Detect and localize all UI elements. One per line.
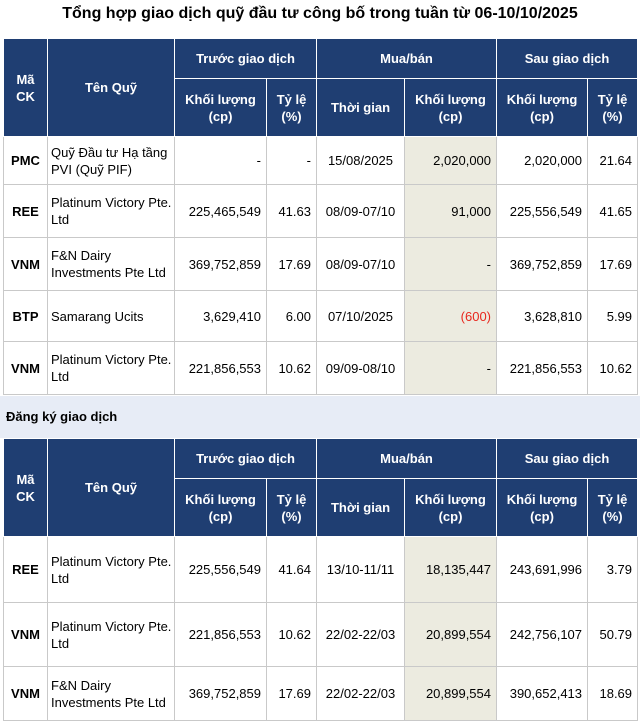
page-title: Tổng hợp giao dịch quỹ đầu tư công bố trong tuần từ 06-10/10/2025 [62, 5, 578, 22]
before-percent: 41.63 [267, 185, 317, 238]
trade-time: 08/09-07/10 [317, 185, 405, 238]
header-khoi-luong: Khối lượng (cp) [497, 479, 588, 537]
table-row [4, 342, 638, 395]
after-percent: 10.62 [588, 342, 638, 395]
after-volume: 221,856,553 [497, 342, 588, 395]
after-percent: 3.79 [588, 537, 638, 603]
trade-time: 13/10-11/11 [317, 537, 405, 603]
header-truoc-giao-dich: Trước giao dịch [175, 439, 317, 479]
trade-volume: 91,000 [405, 185, 497, 238]
fund-code: VNM [4, 667, 48, 721]
announced-trades-table [3, 38, 638, 395]
after-percent: 17.69 [588, 238, 638, 291]
header-khoi-luong: Khối lượng (cp) [175, 79, 267, 137]
after-volume: 369,752,859 [497, 238, 588, 291]
after-percent: 50.79 [588, 603, 638, 667]
table-row [4, 291, 638, 342]
table-row [4, 238, 638, 291]
trade-volume: - [405, 238, 497, 291]
registered-trades-table [3, 438, 638, 721]
before-percent: 17.69 [267, 238, 317, 291]
table-row [4, 185, 638, 238]
fund-name: Platinum Victory Pte. Ltd [48, 342, 175, 395]
table-row [4, 537, 638, 603]
after-percent: 41.65 [588, 185, 638, 238]
fund-code: PMC [4, 137, 48, 185]
header-mua-ban: Mua/bán [317, 39, 497, 79]
after-volume: 242,756,107 [497, 603, 588, 667]
before-volume: 225,465,549 [175, 185, 267, 238]
trade-volume: 20,899,554 [405, 667, 497, 721]
trade-volume: 2,020,000 [405, 137, 497, 185]
section-title: Đăng ký giao dịch [0, 396, 640, 438]
after-volume: 243,691,996 [497, 537, 588, 603]
trade-volume: (600) [405, 291, 497, 342]
header-ma-ck: Mã CK [4, 439, 48, 537]
trade-time: 08/09-07/10 [317, 238, 405, 291]
table-row [4, 603, 638, 667]
header-khoi-luong: Khối lượng (cp) [175, 479, 267, 537]
fund-name: Quỹ Đầu tư Hạ tầng PVI (Quỹ PIF) [48, 137, 175, 185]
after-volume: 3,628,810 [497, 291, 588, 342]
header-ty-le: Tỷ lệ (%) [267, 79, 317, 137]
before-percent: - [267, 137, 317, 185]
header-mua-ban: Mua/bán [317, 439, 497, 479]
header-ty-le: Tỷ lệ (%) [267, 479, 317, 537]
header-sau-giao-dich: Sau giao dịch [497, 39, 638, 79]
trade-volume: - [405, 342, 497, 395]
header-khoi-luong: Khối lượng (cp) [497, 79, 588, 137]
before-volume: 221,856,553 [175, 342, 267, 395]
fund-code: BTP [4, 291, 48, 342]
header-thoi-gian: Thời gian [317, 79, 405, 137]
before-percent: 41.64 [267, 537, 317, 603]
after-volume: 225,556,549 [497, 185, 588, 238]
header-thoi-gian: Thời gian [317, 479, 405, 537]
fund-code: VNM [4, 238, 48, 291]
before-percent: 6.00 [267, 291, 317, 342]
header-sau-giao-dich: Sau giao dịch [497, 439, 638, 479]
trade-volume: 18,135,447 [405, 537, 497, 603]
before-percent: 17.69 [267, 667, 317, 721]
after-percent: 21.64 [588, 137, 638, 185]
fund-name: Platinum Victory Pte. Ltd [48, 537, 175, 603]
table-row [4, 137, 638, 185]
after-volume: 390,652,413 [497, 667, 588, 721]
after-volume: 2,020,000 [497, 137, 588, 185]
before-volume: 369,752,859 [175, 667, 267, 721]
fund-name: Samarang Ucits [48, 291, 175, 342]
before-volume: 225,556,549 [175, 537, 267, 603]
after-percent: 18.69 [588, 667, 638, 721]
header-truoc-giao-dich: Trước giao dịch [175, 39, 317, 79]
header-ten-quy: Tên Quỹ [48, 439, 175, 537]
header-khoi-luong: Khối lượng (cp) [405, 79, 497, 137]
before-percent: 10.62 [267, 342, 317, 395]
fund-code: VNM [4, 603, 48, 667]
fund-name: Platinum Victory Pte. Ltd [48, 185, 175, 238]
fund-code: VNM [4, 342, 48, 395]
header-khoi-luong: Khối lượng (cp) [405, 479, 497, 537]
trade-time: 15/08/2025 [317, 137, 405, 185]
header-ty-le: Tỷ lệ (%) [588, 479, 638, 537]
header-ty-le: Tỷ lệ (%) [588, 79, 638, 137]
before-volume: 369,752,859 [175, 238, 267, 291]
fund-code: REE [4, 185, 48, 238]
header-ma-ck: Mã CK [4, 39, 48, 137]
trade-time: 22/02-22/03 [317, 603, 405, 667]
trade-time: 07/10/2025 [317, 291, 405, 342]
fund-name: Platinum Victory Pte. Ltd [48, 603, 175, 667]
fund-name: F&N Dairy Investments Pte Ltd [48, 238, 175, 291]
fund-code: REE [4, 537, 48, 603]
trade-volume: 20,899,554 [405, 603, 497, 667]
header-ten-quy: Tên Quỹ [48, 39, 175, 137]
after-percent: 5.99 [588, 291, 638, 342]
before-volume: 3,629,410 [175, 291, 267, 342]
before-volume: 221,856,553 [175, 603, 267, 667]
table-row [4, 667, 638, 721]
before-volume: - [175, 137, 267, 185]
trade-time: 22/02-22/03 [317, 667, 405, 721]
before-percent: 10.62 [267, 603, 317, 667]
trade-time: 09/09-08/10 [317, 342, 405, 395]
fund-name: F&N Dairy Investments Pte Ltd [48, 667, 175, 721]
